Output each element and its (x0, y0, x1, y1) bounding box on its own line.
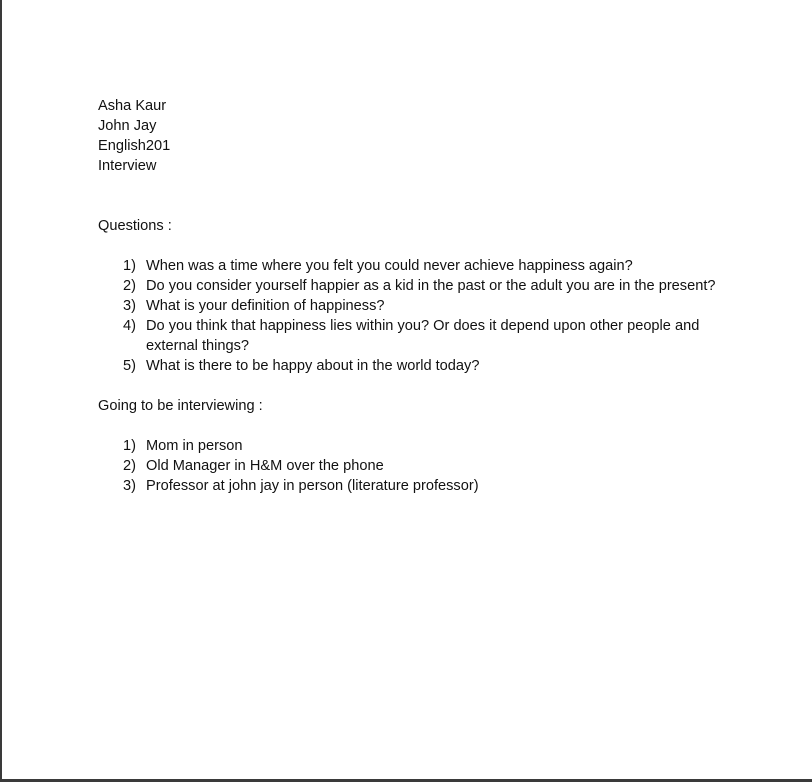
question-text: What is there to be happy about in the world today? (146, 358, 480, 374)
interviewee-text: Mom in person (146, 438, 243, 454)
list-item (98, 356, 738, 376)
list-item (98, 456, 738, 476)
list-item (98, 316, 738, 356)
list-item-number: 2) (123, 278, 136, 294)
questions-heading: Questions : (98, 218, 172, 234)
course-name: English201 (98, 138, 171, 154)
school-name: John Jay (98, 118, 157, 134)
list-item-number: 1) (123, 258, 136, 274)
list-item (98, 436, 738, 456)
list-item-number: 3) (123, 298, 136, 314)
interviewees-list (98, 436, 738, 496)
question-text: Do you consider yourself happier as a kid in the past or the adult you are in the present? (146, 278, 716, 294)
list-item-number: 5) (123, 358, 136, 374)
list-item (98, 476, 738, 496)
spacer (98, 176, 738, 216)
document-body (98, 96, 738, 496)
interviewee-text: Old Manager in H&M over the phone (146, 458, 384, 474)
question-text: What is your definition of happiness? (146, 298, 385, 314)
question-text: When was a time where you felt you could never achieve happiness again? (146, 258, 633, 274)
list-item (98, 276, 738, 296)
list-item (98, 296, 738, 316)
list-item (98, 256, 738, 276)
interviewees-heading: Going to be interviewing : (98, 398, 263, 414)
interviewee-text: Professor at john jay in person (literature professor) (146, 478, 479, 494)
list-item-number: 3) (123, 478, 136, 494)
student-name: Asha Kaur (98, 98, 167, 114)
list-item-number: 1) (123, 438, 136, 454)
spacer (98, 236, 738, 256)
spacer (98, 376, 738, 396)
assignment-title: Interview (98, 158, 157, 174)
question-text: Do you think that happiness lies within you? Or does it depend upon other people and external things? (146, 318, 700, 354)
list-item-number: 2) (123, 458, 136, 474)
questions-list (98, 256, 738, 376)
list-item-number: 4) (123, 318, 136, 334)
spacer (98, 416, 738, 436)
